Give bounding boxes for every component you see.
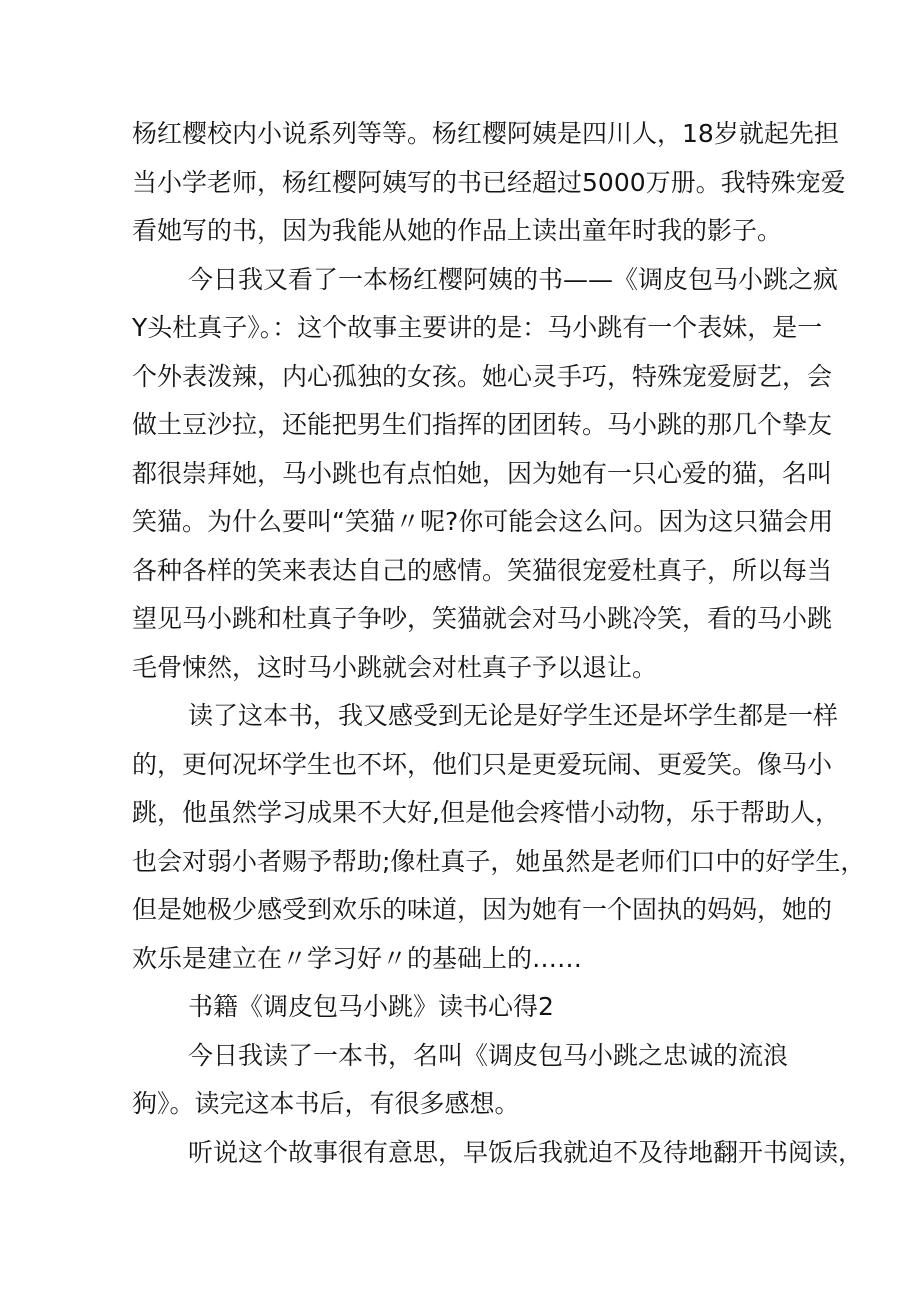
text-line: Y头杜真子》。：这个故事主要讲的是：马小跳有一个表妹，是一: [132, 313, 823, 342]
text-line: 的，更何况坏学生也不坏，他们只是更爱玩闹、更爱笑。像马小: [132, 750, 833, 779]
text-line: 都很崇拜她，马小跳也有点怕她，因为她有一只心爱的猫，名叫: [132, 459, 833, 488]
text-line: 毛骨悚然，这时马小跳就会对杜真子予以退让。: [132, 653, 658, 682]
text-line: 望见马小跳和杜真子争吵，笑猫就会对马小跳冷笑，看的马小跳: [132, 604, 833, 633]
text-line: 跳，他虽然学习成果不大好,但是他会疼惜小动物，乐于帮助人，: [132, 798, 840, 827]
text-line: 笑猫。为什么要叫“笑猫〃呢?你可能会这么问。因为这只猫会用: [132, 507, 834, 536]
text-line: 做土豆沙拉，还能把男生们指挥的团团转。马小跳的那几个挚友: [132, 410, 833, 439]
text-line: 今日我又看了一本杨红樱阿姨的书——《调皮包马小跳之疯: [188, 265, 839, 294]
text-line: 也会对弱小者赐予帮助;像杜真子，她虽然是老师们口中的好学生，: [132, 847, 866, 876]
text-line: 但是她极少感受到欢乐的味道，因为她有一个固执的妈妈，她的: [132, 895, 833, 924]
text-line: 听说这个故事很有意思，早饭后我就迫不及待地翻开书阅读，: [188, 1138, 864, 1167]
text-line: 杨红樱校内小说系列等等。杨红樱阿姨是四川人，18岁就起先担: [132, 119, 839, 148]
text-line: 今日我读了一本书，名叫《调皮包马小跳之忠诚的流浪: [188, 1041, 789, 1070]
section-heading: 书籍《调皮包马小跳》读书心得2: [188, 992, 554, 1021]
text-line: 当小学老师，杨红樱阿姨写的书已经超过5000万册。我特殊宠爱: [132, 168, 846, 197]
text-line: 读了这本书，我又感受到无论是好学生还是坏学生都是一样: [188, 701, 839, 730]
text-line: 看她写的书，因为我能从她的作品上读出童年时我的影子。: [132, 216, 783, 245]
text-line: 个外表泼辣，内心孤独的女孩。她心灵手巧，特殊宠爱厨艺，会: [132, 362, 833, 391]
text-line: 狗》。读完这本书后，有很多感想。: [132, 1089, 520, 1118]
text-line: 欢乐是建立在〃学习好〃的基础上的……: [132, 944, 583, 973]
text-line: 各种各样的笑来表达自己的感情。笑猫很宠爱杜真子，所以每当: [132, 556, 833, 585]
